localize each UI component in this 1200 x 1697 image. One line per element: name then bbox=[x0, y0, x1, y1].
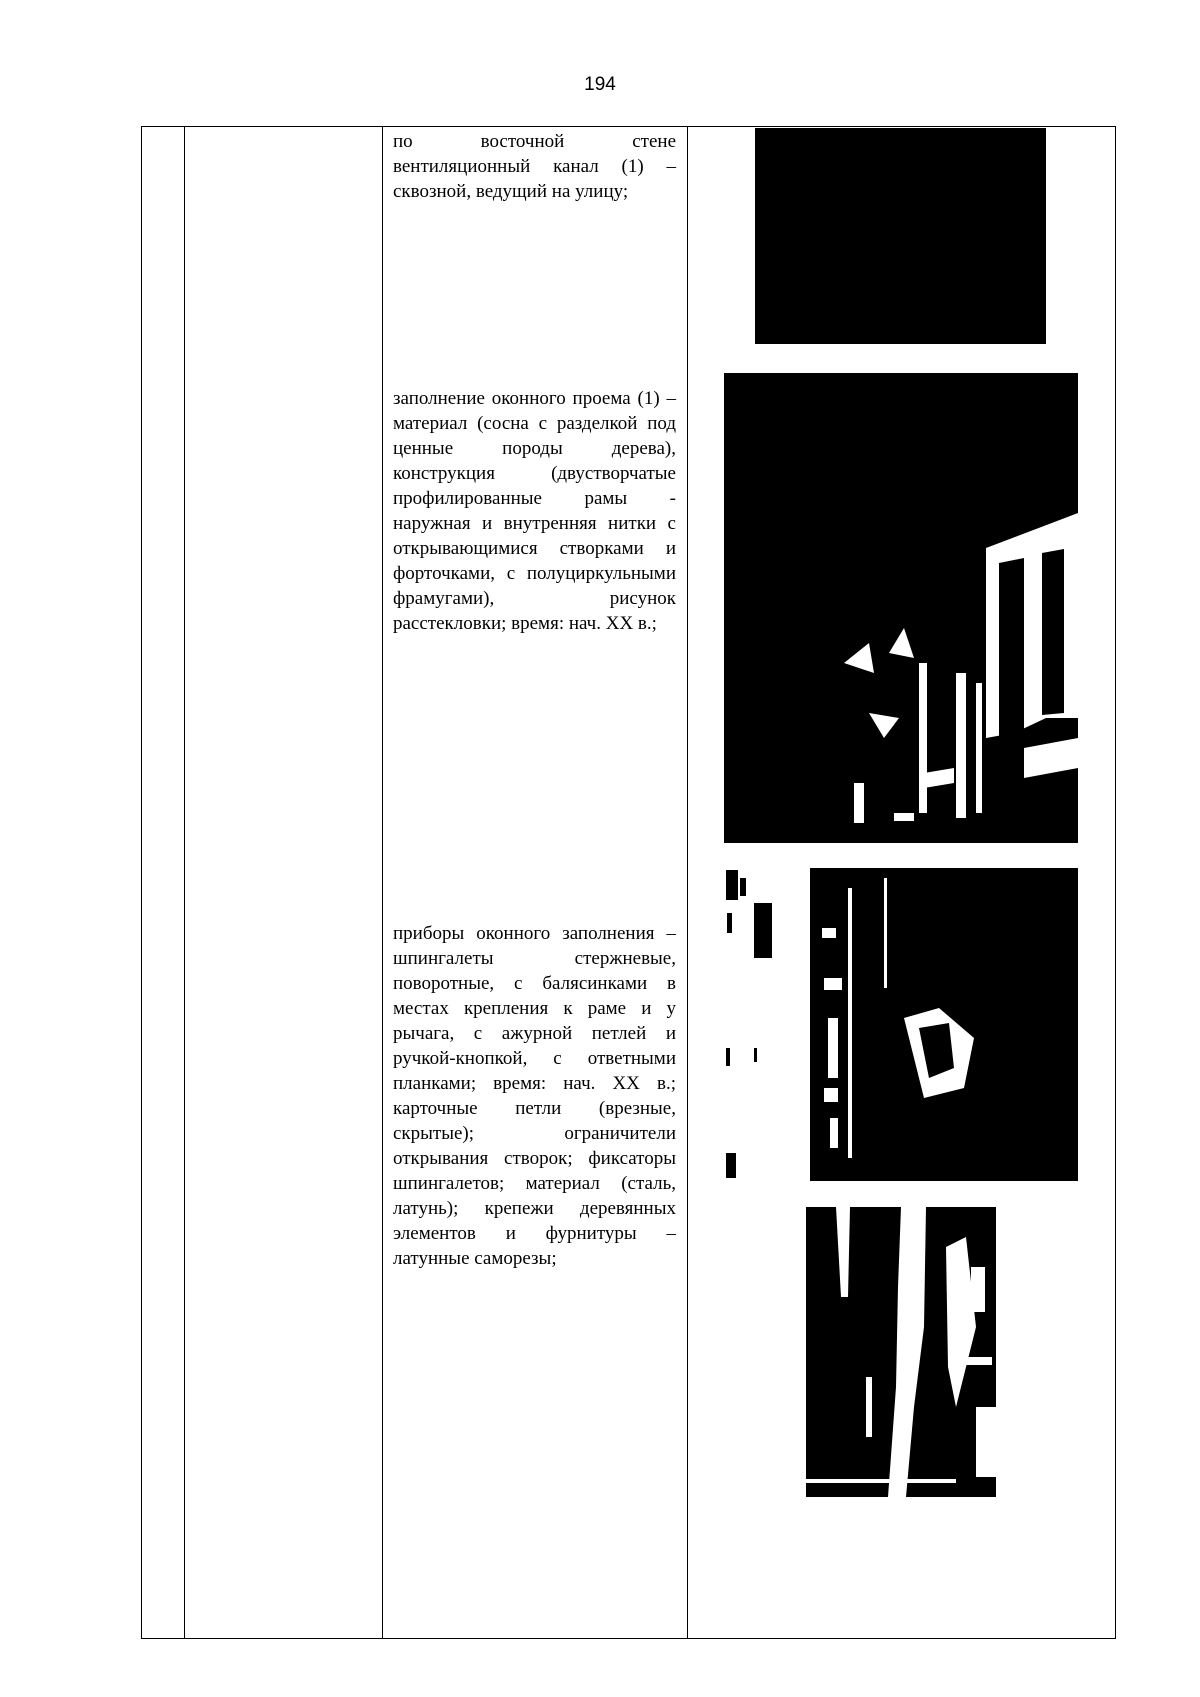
ventilation-channel-photo bbox=[755, 128, 1046, 344]
column-divider-2 bbox=[382, 126, 383, 1639]
row-2-description: заполнение оконного проема (1) – материал (сосна с разделкой под ценные породы дерева), конструкция (двустворчатые профилированные рамы - наружная и внутренняя нитки с открывающимися створками и форточками, с полуциркульными фрамугами), рисунок расстекловки; время: нач. XX в.; bbox=[393, 388, 676, 634]
window-frame-photo bbox=[724, 373, 1078, 843]
espagnolette-photo bbox=[724, 868, 1078, 1181]
column-divider-1 bbox=[184, 126, 185, 1639]
column-divider-3 bbox=[687, 126, 688, 1639]
page-number: 194 bbox=[584, 74, 616, 95]
hinge-photo bbox=[806, 1207, 1008, 1497]
row-1-description: по восточной стене вентиляционный канал (1) – сквозной, ведущий на улицу; bbox=[393, 131, 676, 202]
row-3-description: приборы оконного заполнения – шпингалеты стержневые, поворотные, с балясинками в местах крепления к раме и у рычага, с ажурной петлей и ручкой-кнопкой, с ответными планками; время: нач. XX в.; карточные петли (врезные, скрытые); ограничители открывания створок; фиксаторы шпингалетов; материал (сталь, латунь); крепежи деревянных элементов и фурнитуры – латунные саморезы; bbox=[393, 923, 676, 1269]
